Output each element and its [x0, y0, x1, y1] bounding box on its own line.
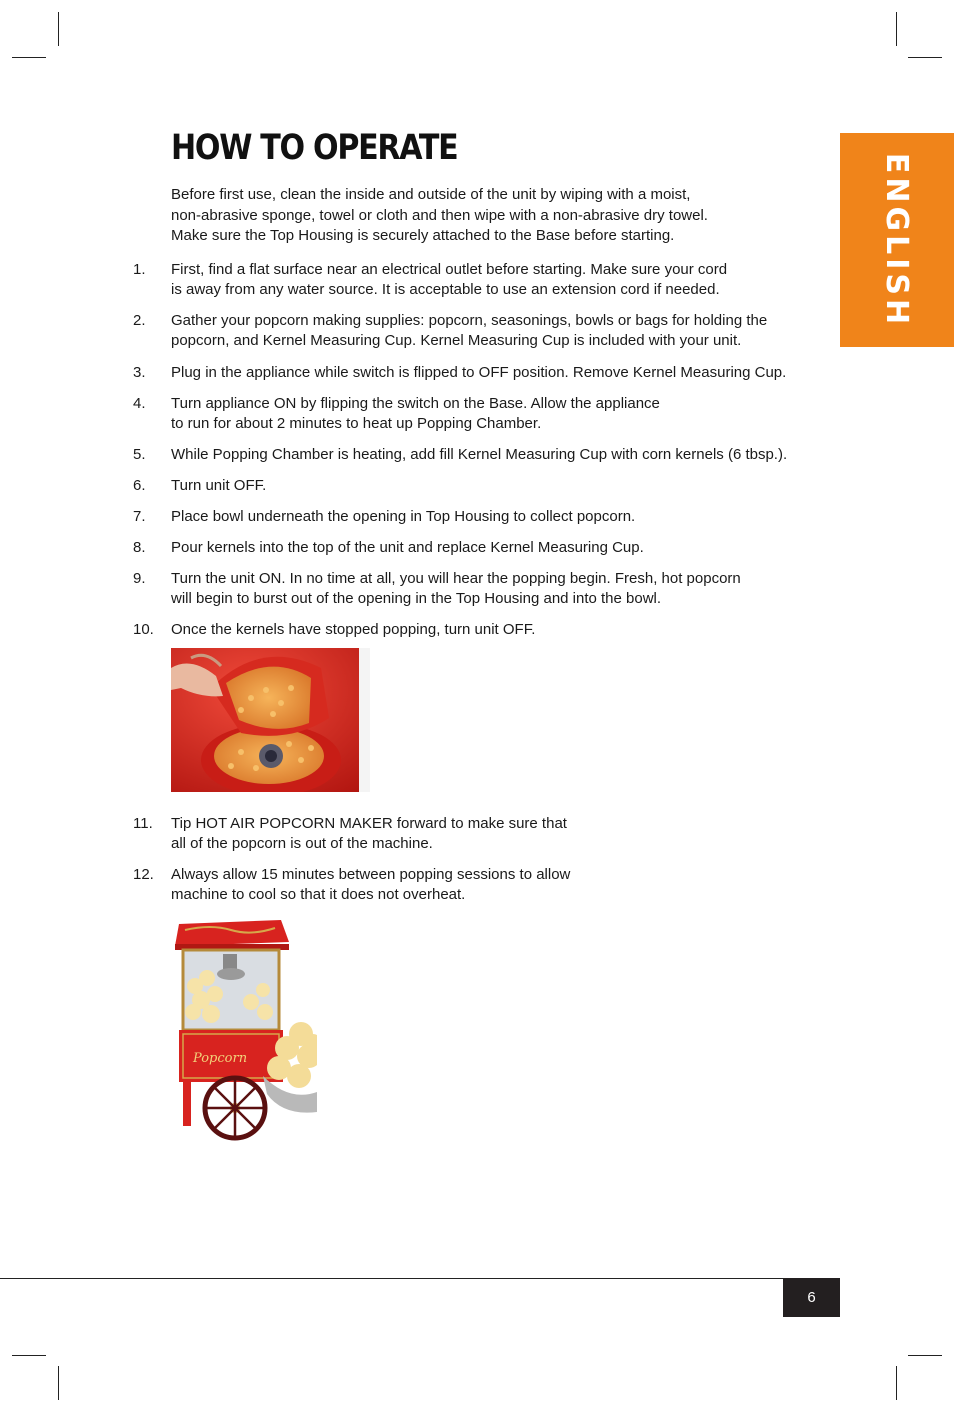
crop-mark — [58, 1366, 59, 1400]
step-line: all of the popcorn is out of the machine. — [171, 835, 433, 852]
intro-paragraph — [171, 185, 811, 247]
step-text — [171, 445, 787, 465]
step-number: 9. — [133, 570, 146, 587]
kernel-pouring-photo — [171, 648, 370, 792]
step-line: will begin to burst out of the opening in the Top Housing and into the bowl. — [171, 590, 662, 607]
step-line: Always allow 15 minutes between popping sessions to allow — [171, 866, 571, 883]
step-line: Once the kernels have stopped popping, turn unit OFF. — [171, 621, 536, 638]
step-number: 3. — [133, 364, 146, 381]
step-number: 10. — [133, 621, 154, 638]
language-tab-label: ENGLISH — [879, 152, 915, 328]
step-text — [171, 394, 660, 434]
page-number: 6 — [807, 1289, 816, 1306]
crop-mark — [908, 57, 942, 58]
step-text — [171, 814, 567, 854]
step-text — [171, 620, 535, 640]
step-number: 5. — [133, 446, 146, 463]
step-line: is away from any water source. It is acceptable to use an extension cord if needed. — [171, 281, 720, 298]
page-number-box — [783, 1278, 840, 1317]
step-number: 4. — [133, 395, 146, 412]
step-line: Plug in the appliance while switch is flipped to OFF position. Remove Kernel Measuring Cup. — [171, 364, 787, 381]
popcorn-cart-illustration — [171, 916, 317, 1146]
crop-mark — [896, 1366, 897, 1400]
step-line: Turn the unit ON. In no time at all, you will hear the popping begin. Fresh, hot popcorn — [171, 570, 741, 587]
step-number: 2. — [133, 312, 146, 329]
step-number: 1. — [133, 261, 146, 278]
step-line: Turn appliance ON by flipping the switch on the Base. Allow the appliance — [171, 395, 660, 412]
language-tab — [840, 133, 954, 347]
page-title: HOW TO OPERATE — [171, 128, 458, 168]
footer-rule — [0, 1278, 840, 1279]
step-text — [171, 507, 635, 527]
crop-mark — [908, 1355, 942, 1356]
step-line: Turn unit OFF. — [171, 477, 267, 494]
intro-line: Before first use, clean the inside and outside of the unit by wiping with a moist, — [171, 186, 691, 203]
step-text — [171, 476, 266, 496]
crop-mark — [12, 57, 46, 58]
step-line: Pour kernels into the top of the unit and replace Kernel Measuring Cup. — [171, 539, 644, 556]
crop-mark — [896, 12, 897, 46]
step-line: Gather your popcorn making supplies: popcorn, seasonings, bowls or bags for holding the — [171, 312, 768, 329]
popcorn-cart-photo — [171, 916, 317, 1146]
step-line: Tip HOT AIR POPCORN MAKER forward to make sure that — [171, 815, 567, 832]
step-text — [171, 260, 727, 300]
step-number: 8. — [133, 539, 146, 556]
step-line: popcorn, and Kernel Measuring Cup. Kernel Measuring Cup is included with your unit. — [171, 332, 742, 349]
step-text — [171, 569, 741, 609]
step-number: 11. — [133, 815, 153, 832]
step-line: machine to cool so that it does not overheat. — [171, 886, 466, 903]
step-line: While Popping Chamber is heating, add fill Kernel Measuring Cup with corn kernels (6 tbsp.). — [171, 446, 788, 463]
step-text — [171, 363, 786, 383]
crop-mark — [12, 1355, 46, 1356]
intro-line: Make sure the Top Housing is securely attached to the Base before starting. — [171, 227, 675, 244]
step-text — [171, 538, 644, 558]
step-line: First, find a flat surface near an electrical outlet before starting. Make sure your cord — [171, 261, 728, 278]
step-number: 12. — [133, 866, 154, 883]
step-text — [171, 865, 570, 905]
intro-line: non-abrasive sponge, towel or cloth and then wipe with a non-abrasive dry towel. — [171, 206, 708, 224]
cart-sign-text: Popcorn — [193, 1051, 248, 1066]
step-text — [171, 311, 767, 351]
crop-mark — [58, 12, 59, 46]
step-line: to run for about 2 minutes to heat up Popping Chamber. — [171, 415, 542, 432]
step-line: Place bowl underneath the opening in Top Housing to collect popcorn. — [171, 508, 636, 525]
step-number: 7. — [133, 508, 146, 525]
step-number: 6. — [133, 477, 146, 494]
kernel-pouring-illustration — [171, 648, 370, 792]
